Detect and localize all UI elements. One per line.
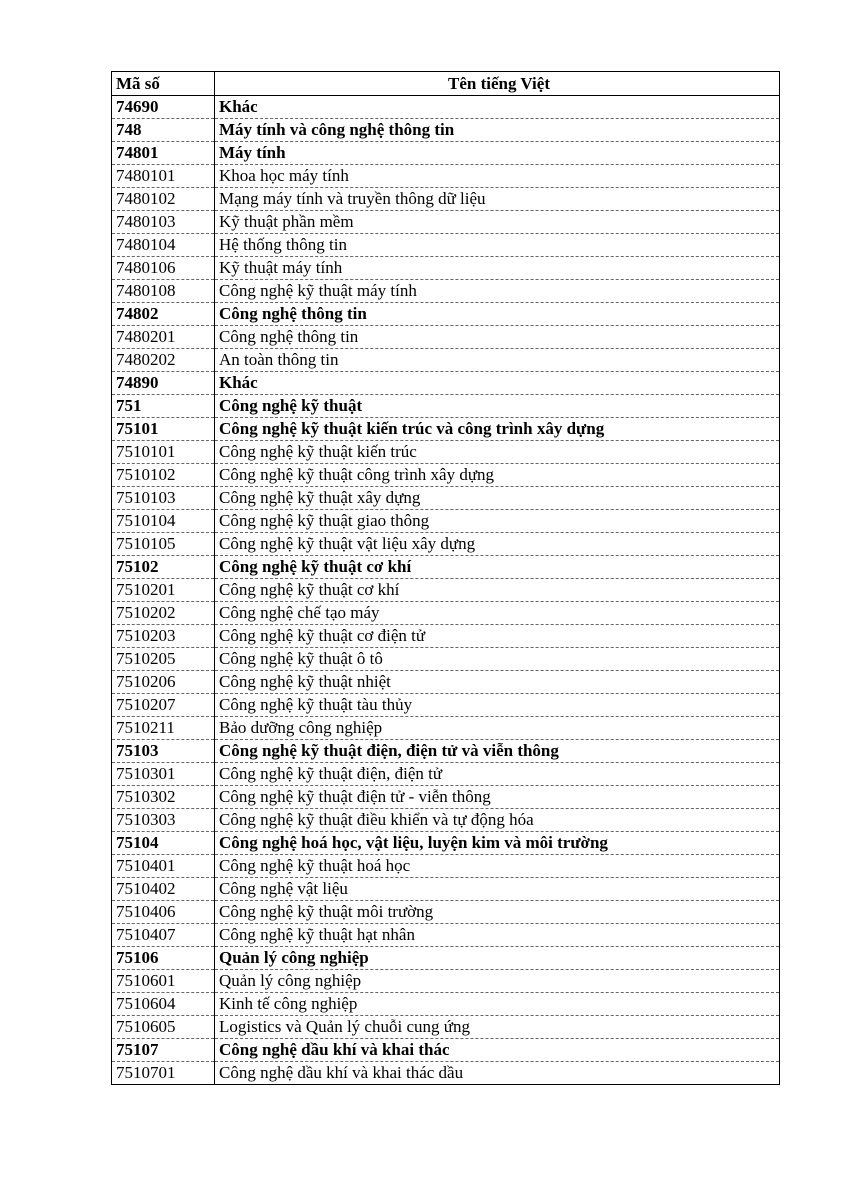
row-name: Công nghệ kỹ thuật cơ điện tử <box>215 625 780 648</box>
row-name: Công nghệ dầu khí và khai thác <box>215 1039 780 1062</box>
row-code: 751 <box>112 395 215 418</box>
table-row <box>112 96 780 119</box>
table-row <box>112 441 780 464</box>
row-name: Công nghệ kỹ thuật điện, điện tử <box>215 763 780 786</box>
table-row <box>112 924 780 947</box>
program-code-table <box>111 71 780 1085</box>
row-name: Quản lý công nghiệp <box>215 947 780 970</box>
table-row <box>112 648 780 671</box>
row-code: 74890 <box>112 372 215 395</box>
table-row <box>112 418 780 441</box>
row-code: 7510207 <box>112 694 215 717</box>
row-name: Khác <box>215 96 780 119</box>
table-row <box>112 855 780 878</box>
row-name: Công nghệ dầu khí và khai thác dầu <box>215 1062 780 1085</box>
row-code: 7510407 <box>112 924 215 947</box>
row-code: 7510206 <box>112 671 215 694</box>
table-row <box>112 234 780 257</box>
table-row <box>112 740 780 763</box>
row-code: 7510303 <box>112 809 215 832</box>
table-row <box>112 188 780 211</box>
table-row <box>112 257 780 280</box>
row-code: 7510205 <box>112 648 215 671</box>
row-name: Kỹ thuật phần mềm <box>215 211 780 234</box>
row-name: Khác <box>215 372 780 395</box>
table-row <box>112 786 780 809</box>
row-code: 7480104 <box>112 234 215 257</box>
row-name: Máy tính <box>215 142 780 165</box>
table-row <box>112 878 780 901</box>
row-code: 7510105 <box>112 533 215 556</box>
row-name: Công nghệ kỹ thuật điện, điện tử và viễn thông <box>215 740 780 763</box>
row-name: Công nghệ hoá học, vật liệu, luyện kim và môi trường <box>215 832 780 855</box>
table-row <box>112 1039 780 1062</box>
row-code: 74690 <box>112 96 215 119</box>
row-name: Công nghệ kỹ thuật máy tính <box>215 280 780 303</box>
header-code: Mã số <box>112 72 215 96</box>
row-name: Công nghệ kỹ thuật hạt nhân <box>215 924 780 947</box>
row-code: 7480106 <box>112 257 215 280</box>
table-row <box>112 1016 780 1039</box>
row-name: Khoa học máy tính <box>215 165 780 188</box>
table-row <box>112 510 780 533</box>
row-code: 7510103 <box>112 487 215 510</box>
row-code: 7510604 <box>112 993 215 1016</box>
table-row <box>112 809 780 832</box>
table-row <box>112 579 780 602</box>
row-name: Công nghệ kỹ thuật kiến trúc và công trình xây dựng <box>215 418 780 441</box>
row-code: 7510601 <box>112 970 215 993</box>
row-code: 7480202 <box>112 349 215 372</box>
table-row <box>112 119 780 142</box>
row-name: Công nghệ vật liệu <box>215 878 780 901</box>
row-code: 7510402 <box>112 878 215 901</box>
table-row <box>112 671 780 694</box>
row-code: 7510201 <box>112 579 215 602</box>
row-name: Công nghệ kỹ thuật tàu thủy <box>215 694 780 717</box>
row-code: 74802 <box>112 303 215 326</box>
row-code: 74801 <box>112 142 215 165</box>
row-code: 7510101 <box>112 441 215 464</box>
row-name: Công nghệ thông tin <box>215 326 780 349</box>
row-name: Công nghệ kỹ thuật giao thông <box>215 510 780 533</box>
row-code: 7480103 <box>112 211 215 234</box>
row-code: 7510605 <box>112 1016 215 1039</box>
row-name: Kinh tế công nghiệp <box>215 993 780 1016</box>
table-row <box>112 970 780 993</box>
row-name: Quản lý công nghiệp <box>215 970 780 993</box>
table-row <box>112 993 780 1016</box>
row-code: 75103 <box>112 740 215 763</box>
table-row <box>112 556 780 579</box>
row-code: 75106 <box>112 947 215 970</box>
row-code: 7480102 <box>112 188 215 211</box>
table-row <box>112 533 780 556</box>
row-name: Công nghệ kỹ thuật xây dựng <box>215 487 780 510</box>
row-name: Công nghệ kỹ thuật ô tô <box>215 648 780 671</box>
table-row <box>112 395 780 418</box>
table-row <box>112 832 780 855</box>
row-name: Máy tính và công nghệ thông tin <box>215 119 780 142</box>
row-name: Công nghệ kỹ thuật môi trường <box>215 901 780 924</box>
table-row <box>112 326 780 349</box>
row-name: Logistics và Quản lý chuỗi cung ứng <box>215 1016 780 1039</box>
row-code: 7510302 <box>112 786 215 809</box>
table-row <box>112 487 780 510</box>
row-code: 7480201 <box>112 326 215 349</box>
table-row <box>112 602 780 625</box>
table-row <box>112 349 780 372</box>
row-name: Mạng máy tính và truyền thông dữ liệu <box>215 188 780 211</box>
row-code: 7510202 <box>112 602 215 625</box>
row-name: Công nghệ kỹ thuật cơ khí <box>215 556 780 579</box>
row-name: Công nghệ kỹ thuật cơ khí <box>215 579 780 602</box>
row-name: Công nghệ kỹ thuật điện tử - viễn thông <box>215 786 780 809</box>
table-row <box>112 303 780 326</box>
table-body <box>112 96 780 1085</box>
table-row <box>112 717 780 740</box>
row-name: Công nghệ kỹ thuật vật liệu xây dựng <box>215 533 780 556</box>
row-code: 7510401 <box>112 855 215 878</box>
row-name: Kỹ thuật máy tính <box>215 257 780 280</box>
row-name: Công nghệ kỹ thuật hoá học <box>215 855 780 878</box>
row-name: Công nghệ chế tạo máy <box>215 602 780 625</box>
row-code: 7480108 <box>112 280 215 303</box>
row-code: 75101 <box>112 418 215 441</box>
row-code: 7510301 <box>112 763 215 786</box>
table-row <box>112 1062 780 1085</box>
row-name: An toàn thông tin <box>215 349 780 372</box>
row-name: Hệ thống thông tin <box>215 234 780 257</box>
table-row <box>112 625 780 648</box>
row-name: Công nghệ kỹ thuật <box>215 395 780 418</box>
row-code: 7510701 <box>112 1062 215 1085</box>
table-row <box>112 372 780 395</box>
row-name: Công nghệ kỹ thuật điều khiển và tự động hóa <box>215 809 780 832</box>
row-code: 7510102 <box>112 464 215 487</box>
table-row <box>112 211 780 234</box>
row-code: 75102 <box>112 556 215 579</box>
table-row <box>112 464 780 487</box>
row-code: 748 <box>112 119 215 142</box>
table-row <box>112 901 780 924</box>
table-row <box>112 763 780 786</box>
table-row <box>112 142 780 165</box>
row-name: Công nghệ kỹ thuật nhiệt <box>215 671 780 694</box>
table-row <box>112 694 780 717</box>
row-code: 7480101 <box>112 165 215 188</box>
table-row <box>112 947 780 970</box>
row-name: Công nghệ kỹ thuật công trình xây dựng <box>215 464 780 487</box>
row-name: Bảo dưỡng công nghiệp <box>215 717 780 740</box>
row-code: 75104 <box>112 832 215 855</box>
row-code: 7510211 <box>112 717 215 740</box>
table-row <box>112 280 780 303</box>
header-vietnamese-name: Tên tiếng Việt <box>215 72 780 96</box>
row-code: 7510406 <box>112 901 215 924</box>
table-row <box>112 165 780 188</box>
table-header-row <box>112 72 780 96</box>
row-code: 7510203 <box>112 625 215 648</box>
row-name: Công nghệ kỹ thuật kiến trúc <box>215 441 780 464</box>
row-code: 7510104 <box>112 510 215 533</box>
row-name: Công nghệ thông tin <box>215 303 780 326</box>
row-code: 75107 <box>112 1039 215 1062</box>
